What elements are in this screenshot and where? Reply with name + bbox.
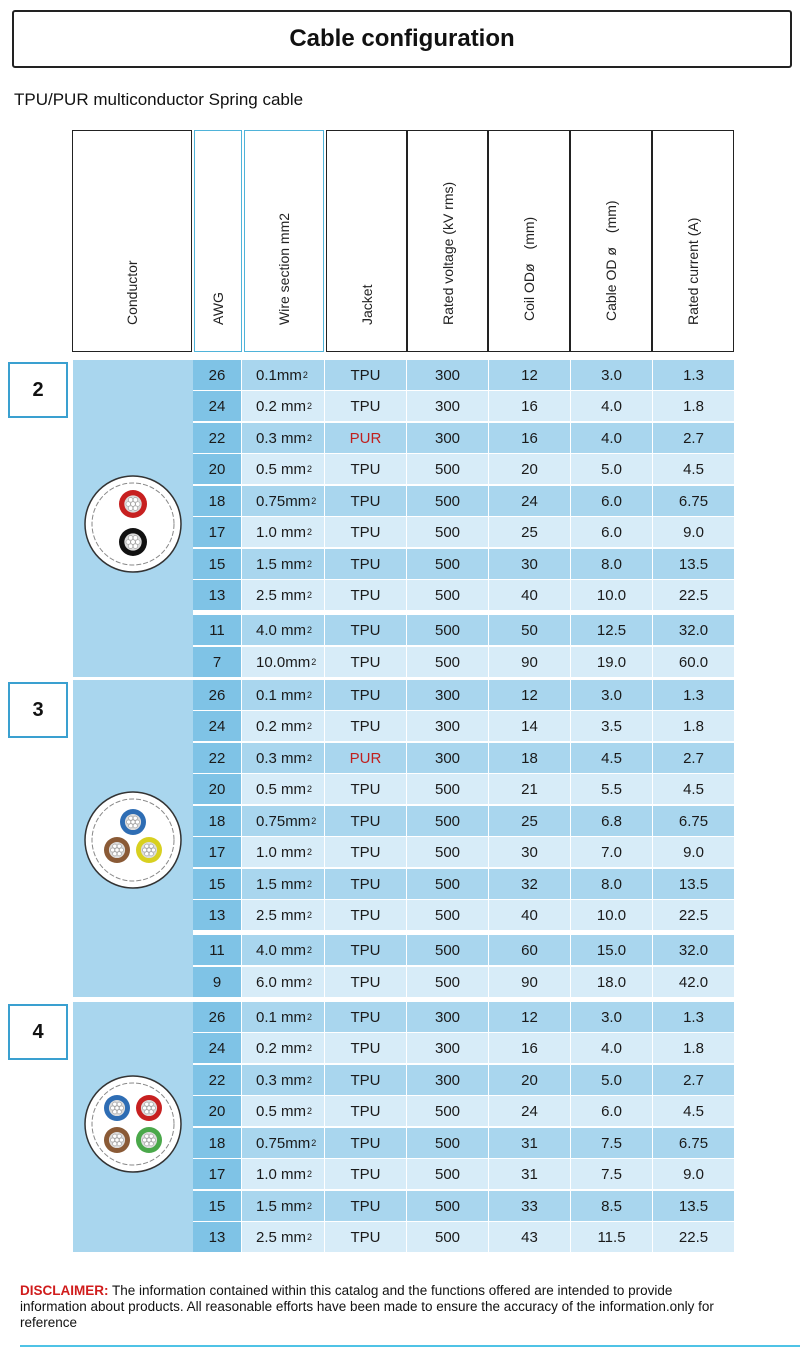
cell-jacket: TPU xyxy=(325,711,406,741)
cell-voltage: 500 xyxy=(407,1191,488,1221)
cell-cable: 7.5 xyxy=(571,1128,652,1158)
cell-awg: 17 xyxy=(193,837,241,867)
conductor-count-badge: 3 xyxy=(8,682,68,738)
cell-voltage: 300 xyxy=(407,1033,488,1063)
cell-voltage: 500 xyxy=(407,935,488,965)
cell-awg: 22 xyxy=(193,743,241,773)
cell-current: 6.75 xyxy=(653,1128,734,1158)
cell-cable: 7.0 xyxy=(571,837,652,867)
cell-jacket: TPU xyxy=(325,1002,406,1032)
subtitle: TPU/PUR multiconductor Spring cable xyxy=(14,90,304,109)
cell-voltage: 500 xyxy=(407,454,488,484)
cell-cable: 12.5 xyxy=(571,615,652,645)
cell-current: 13.5 xyxy=(653,869,734,899)
cell-section: 4.0 mm 2 xyxy=(242,935,324,965)
column-header-label: Cable OD ø (mm) xyxy=(603,200,619,321)
cell-coil: 12 xyxy=(489,360,570,390)
cell-cable: 4.5 xyxy=(571,743,652,773)
cell-section: 0.3 mm 2 xyxy=(242,423,324,453)
cell-section: 0.75mm 2 xyxy=(242,486,324,516)
cell-awg: 24 xyxy=(193,391,241,421)
cell-section: 0.2 mm 2 xyxy=(242,391,324,421)
cell-section: 1.0 mm 2 xyxy=(242,517,324,547)
cell-awg: 13 xyxy=(193,580,241,610)
cell-cable: 18.0 xyxy=(571,967,652,997)
column-header-conductor xyxy=(72,130,192,352)
cell-cable: 11.5 xyxy=(571,1222,652,1252)
cell-voltage: 300 xyxy=(407,1002,488,1032)
cell-current: 60.0 xyxy=(653,647,734,677)
cell-cable: 3.0 xyxy=(571,1002,652,1032)
cell-section: 1.5 mm 2 xyxy=(242,549,324,579)
cell-awg: 22 xyxy=(193,423,241,453)
cell-section: 0.5 mm 2 xyxy=(242,1096,324,1126)
cell-coil: 40 xyxy=(489,900,570,930)
column-header-cable-od xyxy=(570,130,652,352)
cell-jacket: TPU xyxy=(325,517,406,547)
cell-cable: 6.0 xyxy=(571,517,652,547)
cell-coil: 30 xyxy=(489,549,570,579)
cell-coil: 18 xyxy=(489,743,570,773)
cell-cable: 3.0 xyxy=(571,680,652,710)
cell-coil: 24 xyxy=(489,486,570,516)
cell-jacket: TPU xyxy=(325,580,406,610)
cell-current: 32.0 xyxy=(653,935,734,965)
cell-voltage: 300 xyxy=(407,391,488,421)
cell-current: 22.5 xyxy=(653,900,734,930)
column-header-label: Coil ODø (mm) xyxy=(521,216,537,321)
cell-coil: 32 xyxy=(489,869,570,899)
cell-current: 13.5 xyxy=(653,549,734,579)
cell-cable: 10.0 xyxy=(571,580,652,610)
cell-awg: 26 xyxy=(193,360,241,390)
cell-cable: 3.0 xyxy=(571,360,652,390)
cell-cable: 4.0 xyxy=(571,423,652,453)
page-title: Cable configuration xyxy=(12,10,792,68)
cell-current: 9.0 xyxy=(653,1159,734,1189)
cell-current: 4.5 xyxy=(653,454,734,484)
cell-voltage: 300 xyxy=(407,423,488,453)
cell-coil: 20 xyxy=(489,454,570,484)
cell-current: 13.5 xyxy=(653,1191,734,1221)
cell-current: 1.3 xyxy=(653,360,734,390)
cell-current: 1.8 xyxy=(653,391,734,421)
cell-coil: 30 xyxy=(489,837,570,867)
column-header-label: Rated voltage (kV rms) xyxy=(439,181,456,325)
cell-awg: 15 xyxy=(193,1191,241,1221)
cell-current: 1.3 xyxy=(653,1002,734,1032)
cell-current: 1.8 xyxy=(653,1033,734,1063)
cell-cable: 4.0 xyxy=(571,391,652,421)
cell-current: 32.0 xyxy=(653,615,734,645)
cell-coil: 12 xyxy=(489,1002,570,1032)
cell-section: 0.1 mm 2 xyxy=(242,1002,324,1032)
cell-voltage: 300 xyxy=(407,711,488,741)
cell-voltage: 500 xyxy=(407,837,488,867)
cell-voltage: 500 xyxy=(407,1128,488,1158)
cell-voltage: 500 xyxy=(407,900,488,930)
column-header-label: Conductor xyxy=(124,260,140,325)
cell-section: 10.0mm 2 xyxy=(242,647,324,677)
cell-coil: 90 xyxy=(489,647,570,677)
cell-cable: 5.0 xyxy=(571,1065,652,1095)
cell-cable: 7.5 xyxy=(571,1159,652,1189)
cell-awg: 20 xyxy=(193,774,241,804)
conductor-panel xyxy=(73,1002,193,1252)
cell-awg: 20 xyxy=(193,1096,241,1126)
cell-voltage: 500 xyxy=(407,967,488,997)
column-header-rated-voltage xyxy=(407,130,488,352)
cell-jacket: TPU xyxy=(325,1096,406,1126)
cell-voltage: 300 xyxy=(407,360,488,390)
cell-jacket: TPU xyxy=(325,1065,406,1095)
cell-coil: 40 xyxy=(489,580,570,610)
cell-cable: 10.0 xyxy=(571,900,652,930)
cell-jacket: TPU xyxy=(325,1159,406,1189)
cell-section: 0.75mm 2 xyxy=(242,806,324,836)
cell-jacket: TPU xyxy=(325,806,406,836)
cell-section: 2.5 mm 2 xyxy=(242,580,324,610)
cell-voltage: 500 xyxy=(407,774,488,804)
cell-current: 6.75 xyxy=(653,486,734,516)
cell-cable: 3.5 xyxy=(571,711,652,741)
cell-jacket: TPU xyxy=(325,615,406,645)
disclaimer-label: DISCLAIMER: xyxy=(20,1283,109,1298)
conductor-count-badge: 2 xyxy=(8,362,68,418)
disclaimer-text: The information contained within this catalog and the functions offered are intended to provide information about products. All reasonable efforts have been made to ensure the accuracy of the information.only for reference xyxy=(20,1283,714,1330)
cell-current: 2.7 xyxy=(653,423,734,453)
cell-coil: 21 xyxy=(489,774,570,804)
cell-jacket: TPU xyxy=(325,680,406,710)
cell-jacket: TPU xyxy=(325,1222,406,1252)
column-header-label: AWG xyxy=(210,292,226,325)
cell-current: 4.5 xyxy=(653,1096,734,1126)
cell-coil: 33 xyxy=(489,1191,570,1221)
cell-section: 0.3 mm 2 xyxy=(242,1065,324,1095)
column-header-jacket xyxy=(326,130,407,352)
cell-coil: 90 xyxy=(489,967,570,997)
cell-voltage: 500 xyxy=(407,1159,488,1189)
cell-voltage: 500 xyxy=(407,615,488,645)
cell-section: 0.1mm 2 xyxy=(242,360,324,390)
cell-voltage: 500 xyxy=(407,647,488,677)
cell-jacket: TPU xyxy=(325,1128,406,1158)
conductor-panel xyxy=(73,680,193,997)
cell-current: 22.5 xyxy=(653,1222,734,1252)
cell-current: 22.5 xyxy=(653,580,734,610)
cell-cable: 6.8 xyxy=(571,806,652,836)
conductor-panel xyxy=(73,360,193,677)
cell-section: 0.5 mm 2 xyxy=(242,454,324,484)
cell-jacket: TPU xyxy=(325,549,406,579)
cell-coil: 31 xyxy=(489,1159,570,1189)
cell-awg: 15 xyxy=(193,869,241,899)
cell-voltage: 500 xyxy=(407,1096,488,1126)
cell-coil: 31 xyxy=(489,1128,570,1158)
cell-jacket: TPU xyxy=(325,1033,406,1063)
cell-section: 1.0 mm 2 xyxy=(242,1159,324,1189)
cell-coil: 16 xyxy=(489,391,570,421)
cell-current: 6.75 xyxy=(653,806,734,836)
cell-section: 0.2 mm 2 xyxy=(242,711,324,741)
cell-jacket: TPU xyxy=(325,360,406,390)
column-header-wire-section xyxy=(244,130,324,352)
cell-jacket: TPU xyxy=(325,837,406,867)
cell-section: 0.1 mm 2 xyxy=(242,680,324,710)
cell-coil: 16 xyxy=(489,423,570,453)
cell-section: 1.5 mm 2 xyxy=(242,1191,324,1221)
bottom-divider xyxy=(20,1345,800,1347)
cell-awg: 7 xyxy=(193,647,241,677)
cell-current: 2.7 xyxy=(653,1065,734,1095)
cell-jacket: TPU xyxy=(325,486,406,516)
cell-jacket: TPU xyxy=(325,967,406,997)
column-header-label: Wire section mm2 xyxy=(276,212,292,325)
cell-awg: 13 xyxy=(193,900,241,930)
cell-awg: 20 xyxy=(193,454,241,484)
cell-cable: 8.5 xyxy=(571,1191,652,1221)
cell-jacket: TPU xyxy=(325,869,406,899)
cell-jacket: TPU xyxy=(325,774,406,804)
cell-voltage: 500 xyxy=(407,486,488,516)
cell-awg: 11 xyxy=(193,615,241,645)
cell-voltage: 500 xyxy=(407,869,488,899)
cell-jacket: TPU xyxy=(325,935,406,965)
cell-voltage: 300 xyxy=(407,743,488,773)
cell-cable: 15.0 xyxy=(571,935,652,965)
cell-jacket: TPU xyxy=(325,454,406,484)
cell-coil: 25 xyxy=(489,517,570,547)
cell-cable: 5.5 xyxy=(571,774,652,804)
cell-coil: 12 xyxy=(489,680,570,710)
cell-voltage: 500 xyxy=(407,549,488,579)
cell-awg: 26 xyxy=(193,1002,241,1032)
cell-section: 2.5 mm 2 xyxy=(242,1222,324,1252)
cell-voltage: 300 xyxy=(407,680,488,710)
cell-jacket: TPU xyxy=(325,391,406,421)
cell-awg: 18 xyxy=(193,486,241,516)
disclaimer xyxy=(20,1283,740,1331)
cell-cable: 19.0 xyxy=(571,647,652,677)
cell-awg: 18 xyxy=(193,1128,241,1158)
cell-section: 4.0 mm 2 xyxy=(242,615,324,645)
cell-current: 1.3 xyxy=(653,680,734,710)
cell-section: 0.2 mm 2 xyxy=(242,1033,324,1063)
cell-coil: 25 xyxy=(489,806,570,836)
cell-awg: 13 xyxy=(193,1222,241,1252)
cell-voltage: 500 xyxy=(407,1222,488,1252)
cell-cable: 6.0 xyxy=(571,486,652,516)
cell-awg: 26 xyxy=(193,680,241,710)
cell-section: 0.75mm 2 xyxy=(242,1128,324,1158)
column-header-rated-current xyxy=(652,130,734,352)
cell-awg: 11 xyxy=(193,935,241,965)
cell-section: 6.0 mm 2 xyxy=(242,967,324,997)
cell-coil: 43 xyxy=(489,1222,570,1252)
cell-awg: 24 xyxy=(193,711,241,741)
cell-section: 2.5 mm 2 xyxy=(242,900,324,930)
cell-coil: 16 xyxy=(489,1033,570,1063)
cell-jacket: TPU xyxy=(325,647,406,677)
cell-voltage: 500 xyxy=(407,517,488,547)
cell-awg: 17 xyxy=(193,1159,241,1189)
cell-awg: 22 xyxy=(193,1065,241,1095)
cell-cable: 4.0 xyxy=(571,1033,652,1063)
cell-coil: 14 xyxy=(489,711,570,741)
cell-voltage: 300 xyxy=(407,1065,488,1095)
cell-voltage: 500 xyxy=(407,806,488,836)
cell-current: 42.0 xyxy=(653,967,734,997)
cell-coil: 24 xyxy=(489,1096,570,1126)
cell-current: 4.5 xyxy=(653,774,734,804)
three-core-cable-icon xyxy=(81,788,185,897)
cell-current: 9.0 xyxy=(653,517,734,547)
cell-current: 1.8 xyxy=(653,711,734,741)
cell-current: 2.7 xyxy=(653,743,734,773)
cell-jacket: PUR xyxy=(325,423,406,453)
cell-cable: 5.0 xyxy=(571,454,652,484)
cell-coil: 20 xyxy=(489,1065,570,1095)
cell-awg: 15 xyxy=(193,549,241,579)
cell-section: 1.5 mm 2 xyxy=(242,869,324,899)
cell-jacket: TPU xyxy=(325,900,406,930)
cell-section: 0.5 mm 2 xyxy=(242,774,324,804)
cell-section: 1.0 mm 2 xyxy=(242,837,324,867)
two-core-cable-icon xyxy=(81,472,185,581)
cell-current: 9.0 xyxy=(653,837,734,867)
cell-awg: 17 xyxy=(193,517,241,547)
column-header-awg xyxy=(194,130,242,352)
cell-cable: 6.0 xyxy=(571,1096,652,1126)
cell-awg: 9 xyxy=(193,967,241,997)
cell-cable: 8.0 xyxy=(571,549,652,579)
cell-voltage: 500 xyxy=(407,580,488,610)
cell-jacket: TPU xyxy=(325,1191,406,1221)
column-header-coil-od xyxy=(488,130,570,352)
cell-coil: 50 xyxy=(489,615,570,645)
conductor-count-badge: 4 xyxy=(8,1004,68,1060)
cell-awg: 18 xyxy=(193,806,241,836)
cell-section: 0.3 mm 2 xyxy=(242,743,324,773)
cell-coil: 60 xyxy=(489,935,570,965)
column-header-label: Rated current (A) xyxy=(685,217,701,325)
four-core-cable-icon xyxy=(81,1072,185,1181)
cell-jacket: PUR xyxy=(325,743,406,773)
cell-cable: 8.0 xyxy=(571,869,652,899)
column-header-label: Jacket xyxy=(358,284,375,325)
cell-awg: 24 xyxy=(193,1033,241,1063)
